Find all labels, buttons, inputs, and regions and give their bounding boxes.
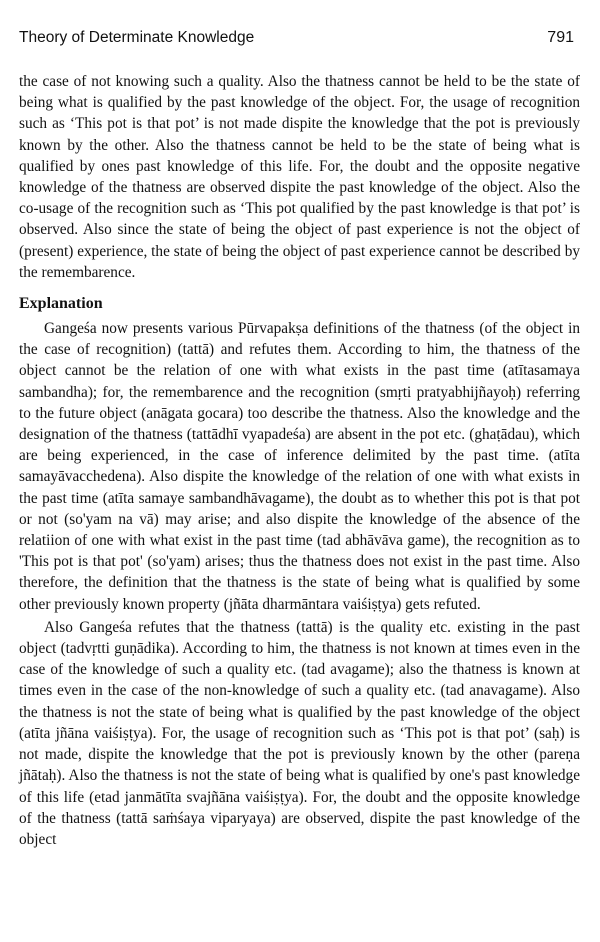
explanation-paragraph-2: Also Gangeśa refutes that the thatness (tattā) is the quality etc. existing in the past object (tadvṛtti guṇādika). According to him, the thatness is not known at times even in the case of the knowledge of such a quality etc. (tad avagame); also the thatness is known at times even in the case of the non-knowledge of such a quality etc. (tad anavagame). Also the thatness is not the state of being what is qualified by the past knowledge of the object (atīta jñāna vaiśiṣṭya). For, the usage of recognition such as ‘This pot is that pot’ (saḥ) is not made, dispite the knowledge that the pot is previously known by the other (pareṇa jñātaḥ). Also the thatness is not the state of being what is qualified by one's past knowledge of this life (etad janmātīta svajñāna vaiśiṣṭya). For, the doubt and the opposite knowledge of the thatness (tattā saṁśaya viparyaya) are observed, dispite the past knowledge of the object [19, 618, 580, 848]
page-number: 791 [547, 29, 574, 46]
body-text [19, 71, 580, 850]
running-title: Theory of Determinate Knowledge [19, 29, 255, 46]
section-heading: Explanation [19, 295, 103, 313]
explanation-paragraph-1: Gangeśa now presents various Pūrvapakṣa definitions of the thatness (of the object in the case of recognition) (tattā) and refutes them. According to him, the thatness of the object cannot be the relation of one with what exists in the past time (atītasamaya sambandha); for, the remembarence and the recognition (smṛti pratyabhijñayoḥ) referring to the future object (anāgata gocara) too describe the thatness. Also the knowledge and the designation of the thatness (tattādhī vyapadeśa) are absent in the pot etc. (ghaṭādau), which are being experienced, in the case of inference delimited by the past time. (atīta samayāvacchedena). Also dispite the knowledge of the relation of one with what exists in the past time (atīta samaye sambandhāvagame), the doubt as to whether this pot is that pot or not (so'yam na vā) may arise; and also dispite the knowledge of the absence of the relatiion of one with what exist in the past time (tad abhāvāva game), the recognition as to 'This pot is that pot' (so'yam) arises; thus the thatness does not exist in the past time. Also therefore, the definition that the thatness is the state of being what is qualified by some other previously known property (jñāta dharmāntara vaiśiṣṭya) gets refuted. [19, 320, 580, 613]
running-header [19, 28, 580, 48]
intro-paragraph: the case of not knowing such a quality. Also the thatness cannot be held to be the state of being what is qualified by the past knowledge of the object. For, the usage of recognition such as ‘This pot is that pot’ is not made dispite the knowledge that the pot is previously known by the other. Also the thatness cannot be held to be the state of being what is qualified by ones past knowledge of this life. For, the doubt and the opposite negative knowledge of the thatness are observed dispite the past knowledge of the object. Also the co-usage of the recognition such as ‘This pot qualified by the past knowledge is that pot’ is observed. Also since the state of being the object of past experience is not the object of (present) experience, the state of being the object of past experience cannot be described by the remembarence. [19, 73, 580, 281]
